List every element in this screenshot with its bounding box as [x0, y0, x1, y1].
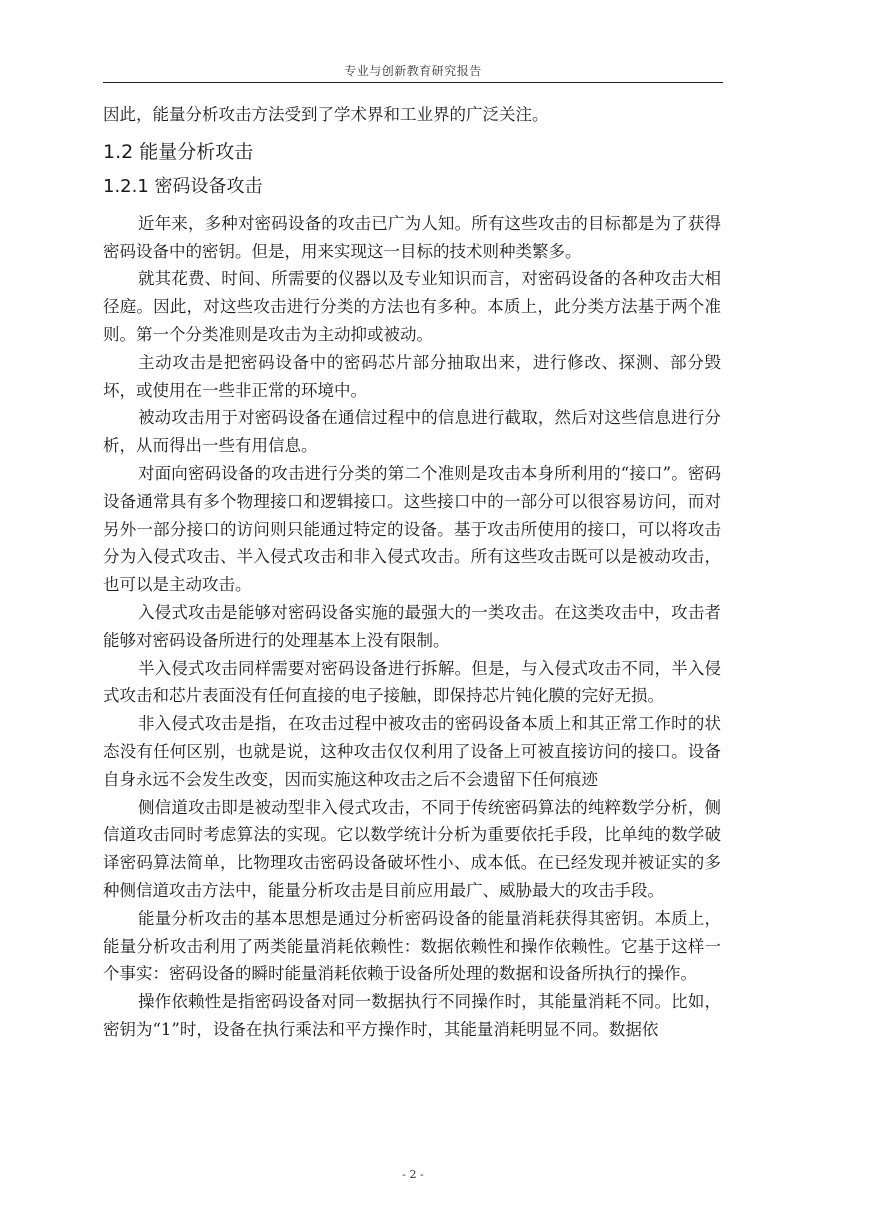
- body-paragraph: 侧信道攻击即是被动型非入侵式攻击，不同于传统密码算法的纯粹数学分析，侧信道攻击同时考虑算法的实现。它以数学统计分析为重要依托手段，比单纯的数学破译密码算法简单，比物理攻击密码设备破坏性小、成本低。在已经发现并被证实的多种侧信道攻击方法中，能量分析攻击是目前应用最广、威胁最大的攻击手段。: [103, 797, 721, 900]
- body-paragraph: 主动攻击是把密码设备中的密码芯片部分抽取出来，进行修改、探测、部分毁坏，或使用在一些非正常的环境中。: [103, 352, 721, 400]
- page-number: - 2 -: [402, 1168, 424, 1181]
- body-paragraph: 操作依赖性是指密码设备对同一数据执行不同操作时，其能量消耗不同。比如，密钥为“1”时，设备在执行乘法和平方操作时，其能量消耗明显不同。数据依: [103, 992, 721, 1039]
- intro-paragraph: 因此，能量分析攻击方法受到了学术界和工业界的广泛关注。: [103, 105, 549, 124]
- section-heading: 1.2 能量分析攻击: [103, 140, 254, 163]
- body-paragraph: 近年来，多种对密码设备的攻击已广为人知。所有这些攻击的目标都是为了获得密码设备中的密钥。但是，用来实现这一目标的技术则种类繁多。: [103, 213, 721, 261]
- body-paragraph: 就其花费、时间、所需要的仪器以及专业知识而言，对密码设备的各种攻击大相径庭。因此，对这些攻击进行分类的方法也有多种。本质上，此分类方法基于两个准则。第一个分类准则是攻击为主动抑或被动。: [103, 269, 721, 344]
- subsection-heading: 1.2.1 密码设备攻击: [103, 175, 263, 197]
- body-paragraph: 被动攻击用于对密码设备在通信过程中的信息进行截取，然后对这些信息进行分析，从而得出一些有用信息。: [103, 408, 721, 456]
- body-paragraph: 入侵式攻击是能够对密码设备实施的最强大的一类攻击。在这类攻击中，攻击者能够对密码设备所进行的处理基本上没有限制。: [103, 602, 721, 650]
- body-paragraph: 对面向密码设备的攻击进行分类的第二个准则是攻击本身所利用的“接口”。密码设备通常具有多个物理接口和逻辑接口。这些接口中的一部分可以很容易访问，而对另外一部分接口的访问则只能通过特定的设备。基于攻击所使用的接口，可以将攻击分为入侵式攻击、半入侵式攻击和非入侵式攻击。所有这些攻击既可以是被动攻击，也可以是主动攻击。: [103, 463, 721, 595]
- body-paragraph: 非入侵式攻击是指，在攻击过程中被攻击的密码设备本质上和其正常工作时的状态没有任何区别，也就是说，这种攻击仅仅利用了设备上可被直接访问的接口。设备自身永远不会发生改变，因而实施这种攻击之后不会遗留下任何痕迹: [103, 714, 721, 789]
- body-paragraph: 半入侵式攻击同样需要对密码设备进行拆解。但是，与入侵式攻击不同，半入侵式攻击和芯片表面没有任何直接的电子接触，即保持芯片钝化膜的完好无损。: [103, 658, 721, 706]
- body-paragraph: 能量分析攻击的基本思想是通过分析密码设备的能量消耗获得其密钥。本质上，能量分析攻击利用了两类能量消耗依赖性：数据依赖性和操作依赖性。它基于这样一个事实：密码设备的瞬时能量消耗依赖于设备所处理的数据和设备所执行的操作。: [103, 908, 721, 984]
- document-body: [103, 101, 721, 1044]
- header-divider: [103, 82, 723, 83]
- running-header: 专业与创新教育研究报告: [344, 64, 482, 78]
